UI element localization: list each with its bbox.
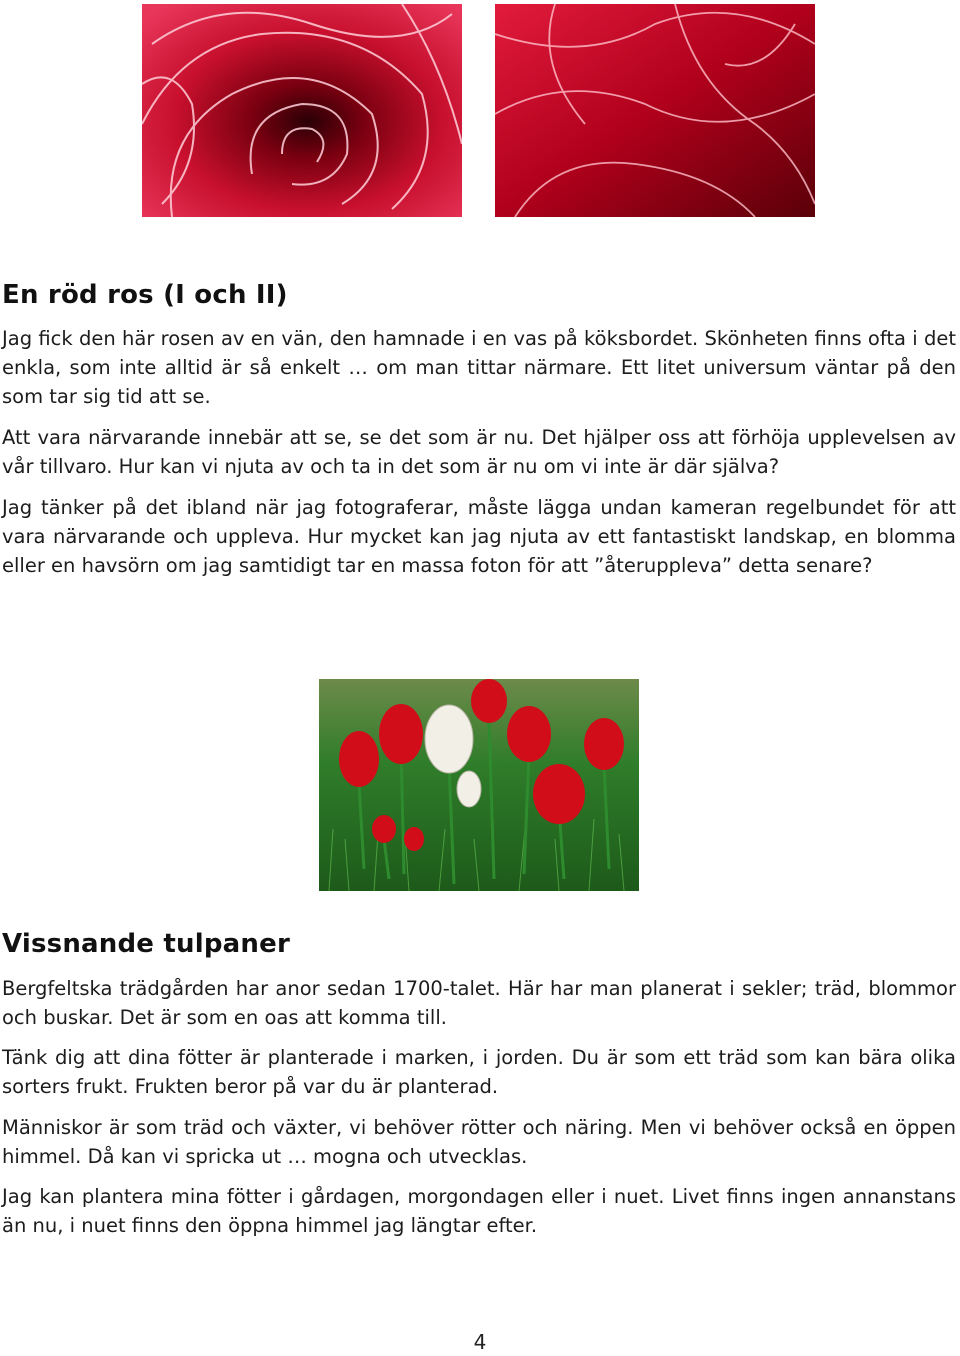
paragraph: Jag fick den här rosen av en vän, den hamnade i en vas på köksbordet. Skönheten finns ofta i det enkla, som inte alltid är så enkelt … om man tittar närmare. Ett litet universum väntar på den som tar sig tid att se. bbox=[2, 327, 956, 408]
paragraph: Bergfeltska trädgården har anor sedan 1700-talet. Här har man planerat i sekler; träd, blommor och buskar. Det är som en oas att komma till. bbox=[2, 977, 956, 1029]
rose-photo-2 bbox=[495, 4, 815, 217]
paragraph: Jag kan plantera mina fötter i gårdagen, morgondagen eller i nuet. Livet finns ingen annanstans än nu, i nuet finns den öppna himmel jag längtar efter. bbox=[2, 1185, 956, 1237]
rose-photo-1 bbox=[142, 4, 462, 217]
paragraph: Jag tänker på det ibland när jag fotograferar, måste lägga undan kameran regelbundet för att vara närvarande och uppleva. Hur mycket kan jag njuta av ett fantastiskt landskap, en blomma eller en havsörn om jag samtidigt tar en massa foton för att ”återuppleva” detta senare? bbox=[2, 496, 956, 577]
section-heading-tulips: Vissnande tulpaner bbox=[2, 929, 290, 959]
section-heading-rose: En röd ros (I och II) bbox=[2, 280, 288, 310]
paragraph: Att vara närvarande innebär att se, se det som är nu. Det hjälper oss att förhöja upplevelsen av vår tillvaro. Hur kan vi njuta av och ta in det som är nu om vi inte är där själva? bbox=[2, 426, 956, 478]
paragraph: Människor är som träd och växter, vi behöver rötter och näring. Men vi behöver också en öppen himmel. Då kan vi spricka ut … mogna och utvecklas. bbox=[2, 1116, 956, 1168]
tulip-photo bbox=[319, 679, 639, 891]
page-number: 4 bbox=[473, 1330, 487, 1354]
paragraph: Tänk dig att dina fötter är planterade i marken, i jorden. Du är som ett träd som kan bära olika sorters frukt. Frukten beror på var du är planterad. bbox=[2, 1046, 956, 1098]
